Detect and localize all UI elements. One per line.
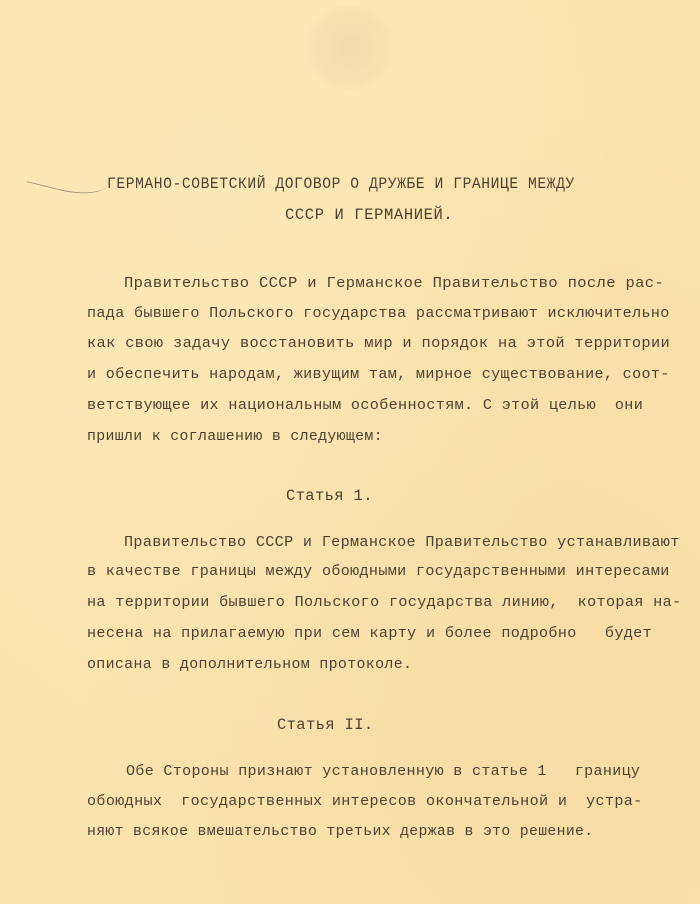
preamble-line: как свою задачу восстановить мир и порядок на этой территории	[87, 334, 671, 352]
article-1-heading: Статья 1.	[286, 487, 373, 505]
preamble-line: и обеспечить народам, живущим там, мирное существование, соот-	[87, 365, 670, 383]
preamble-line: пада бывшего Польского государства рассматривают исключительно	[87, 304, 670, 322]
document-title-line-1: ГЕРМАНО-СОВЕТСКИЙ ДОГОВОР О ДРУЖБЕ И ГРАНИЦЕ МЕЖДУ	[107, 175, 575, 193]
article-2-heading: Статья II.	[277, 716, 374, 734]
article-2-line: няют всякое вмешательство третьих держав в это решение.	[87, 822, 594, 840]
article-1-line: на территории бывшего Польского государства линию, которая на-	[87, 593, 682, 611]
article-1-line: описана в дополнительном протоколе.	[87, 655, 413, 673]
article-1-line: несена на прилагаемую при сем карту и более подробно будет	[87, 624, 653, 642]
faded-stamp-mark	[305, 5, 395, 90]
document-title-line-2: СССР И ГЕРМАНИЕЙ.	[285, 206, 454, 224]
article-1-line: Правительство СССР и Германское Правительство устанавливают	[124, 533, 680, 551]
article-2-line: обоюдных государственных интересов окончательной и устра-	[87, 792, 643, 810]
preamble-line: пришли к соглашению в следующем:	[87, 427, 383, 445]
article-2-line: Обе Стороны признают установленную в статье 1 границу	[126, 762, 641, 780]
preamble-line: ветствующее их национальным особенностям. С этой целью они	[87, 396, 644, 414]
preamble-line: Правительство СССР и Германское Правительство после рас-	[124, 274, 665, 292]
article-1-line: в качестве границы между обоюдными государственными интересами	[87, 562, 670, 580]
